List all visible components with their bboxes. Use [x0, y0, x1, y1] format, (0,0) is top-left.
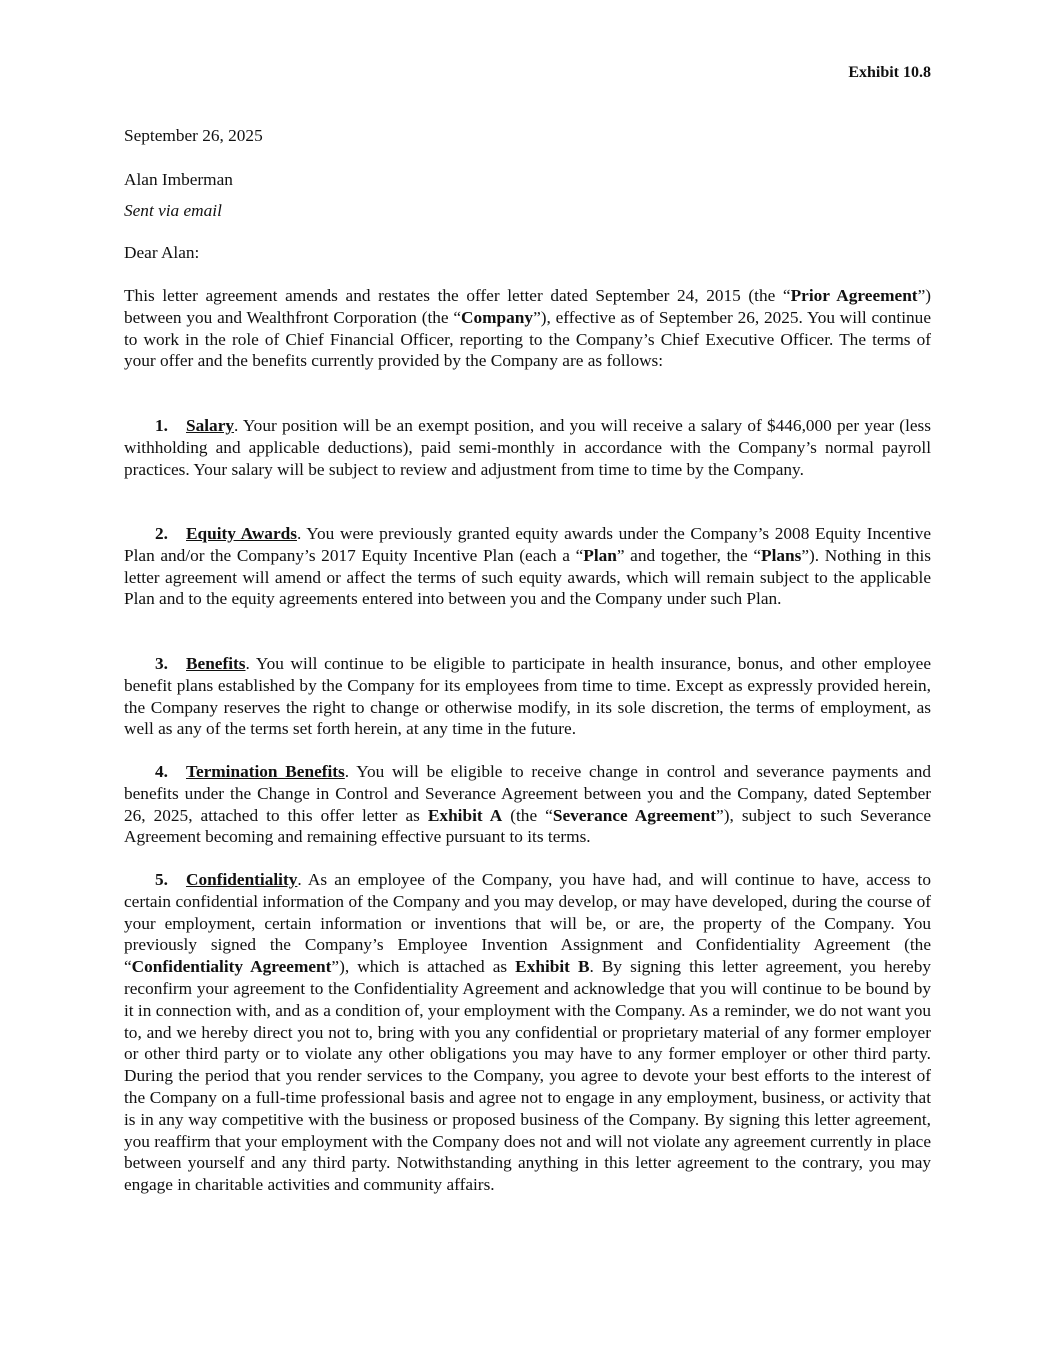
- defined-term: Severance Agreement: [552, 805, 717, 825]
- text: This letter agreement amends and restates the offer letter dated September 24, 2015 (the “: [124, 286, 791, 305]
- section-text: . By signing this letter agreement, you hereby reconfirm your agreement to the Confidentiality Agreement and acknowledge that you will continue to be bound by it in connection with, and as a condition of, your employment with the Company. As a reminder, we do not want you to, and we hereby direct you not to, bring with you any confidential or proprietary material of any former employer or other third party or to violate any other obligations you may have to any former employer or other third party. During the period that you render services to the Company, you agree to devote your best efforts to the interest of the Company on a full-time professional basis and agree not to engage in any employment, business, or activity that is in any way competitive with the business or proposed business of the Company. By signing this letter agreement, you reaffirm that your employment with the Company does not and will not violate any agreement currently in place between yourself and any third party. Notwithstanding anything in this letter agreement to the contrary, you may engage in charitable activities and community affairs.: [124, 957, 931, 1195]
- delivery-method: Sent via email: [124, 201, 222, 220]
- text: ”) between you and Wealthfront Corporation (the “: [124, 286, 931, 327]
- letter-date: September 26, 2025: [124, 126, 263, 145]
- section-text: . As an employee of the Company, you have had, and will continue to have, access to certain confidential information of the Company and you may develop, or may have developed, during the course of your employment, certain information or inventions that will be, or are, the property of the Company. You previously signed the Company’s Employee Invention Assignment and Confidentiality Agreement (the “: [124, 870, 931, 977]
- section-heading: Confidentiality: [186, 870, 298, 889]
- section-termination-benefits: [124, 761, 931, 848]
- defined-term: Plan: [583, 545, 617, 565]
- defined-term: Plans: [761, 545, 802, 565]
- section-benefits: [124, 653, 931, 740]
- recipient-name: Alan Imberman: [124, 170, 233, 189]
- section-heading: Equity Awards: [186, 524, 297, 543]
- section-confidentiality: [124, 869, 931, 1196]
- section-equity-awards: [124, 523, 931, 610]
- section-text: ”), subject to such Severance Agreement becoming and remaining effective pursuant to its terms.: [124, 805, 931, 847]
- section-heading: Salary: [186, 416, 235, 435]
- defined-term: Confidentiality Agreement: [131, 957, 332, 977]
- section-number: 5.: [155, 870, 168, 889]
- section-heading: Termination Benefits: [186, 762, 345, 781]
- intro-paragraph: [124, 285, 931, 372]
- section-salary: [124, 415, 931, 480]
- section-text: . You will continue to be eligible to participate in health insurance, bonus, and other employee benefit plans established by the Company for its employees from time to time. Except as expressly provided herein, the Company reserves the right to change or otherwise modify, in its sole discretion, the terms of employment, as well as any of the terms set forth herein, at any time in the future.: [124, 654, 931, 739]
- section-number: 4.: [155, 762, 168, 781]
- section-text: . You will be eligible to receive change in control and severance payments and benefits under the Change in Control and Severance Agreement between you and the Company, dated September 26, 2025, attached to this offer letter as: [124, 762, 931, 825]
- section-number: 2.: [155, 524, 168, 543]
- defined-term: Exhibit A: [427, 805, 503, 825]
- section-text: ” and together, the “: [616, 545, 762, 565]
- section-number: 3.: [155, 654, 168, 673]
- exhibit-label: Exhibit 10.8: [848, 64, 931, 81]
- section-text: ”). Nothing in this letter agreement will amend or affect the terms of such equity awards, which will remain subject to the applicable Plan and to the equity agreements entered into between you and the Company under such Plan.: [124, 545, 932, 609]
- defined-term: Company: [461, 307, 534, 327]
- defined-term: Prior Agreement: [790, 286, 918, 305]
- text: ”), effective as of September 26, 2025. You will continue to work in the role of Chief Financial Officer, reporting to the Company’s Chief Executive Officer. The terms of your offer and the benefits currently provided by the Company are as follows:: [124, 307, 931, 371]
- defined-term: Exhibit B: [515, 957, 590, 977]
- section-text: . You were previously granted equity awards under the Company’s 2008 Equity Incentive Plan and/or the Company’s 2017 Equity Incentive Plan (each a “: [124, 524, 931, 565]
- section-text: . Your position will be an exempt position, and you will receive a salary of $446,000 per year (less withholding and applicable deductions), paid semi-monthly in accordance with the Company’s normal payroll practices. Your salary will be subject to review and adjustment from time to time by the Company.: [124, 416, 931, 479]
- section-text: ”), which is attached as: [331, 957, 516, 977]
- section-number: 1.: [155, 416, 168, 435]
- section-text: (the “: [502, 805, 553, 825]
- salutation: Dear Alan:: [124, 243, 200, 262]
- section-heading: Benefits: [186, 654, 246, 673]
